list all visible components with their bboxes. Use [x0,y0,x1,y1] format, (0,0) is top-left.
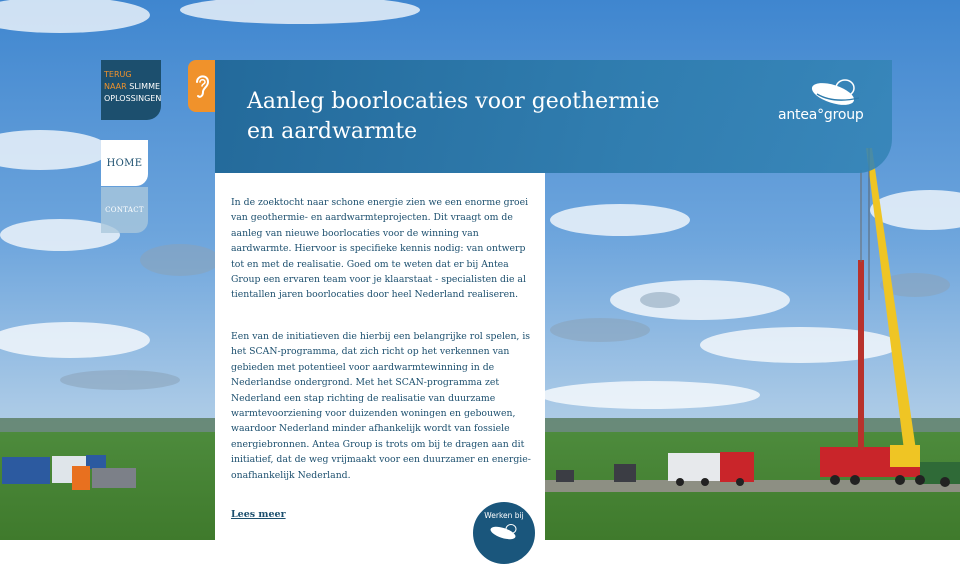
back-label-line2: NAAR SLIMME [104,82,161,91]
page-title: Aanleg boorlocaties voor geothermie en aardwarmte [247,89,660,144]
content-panel [215,173,545,540]
audio-badge[interactable] [188,60,215,112]
ear-icon [193,71,211,101]
antea-logo-small-icon [473,502,535,564]
work-at-label: Werken bij [484,511,524,520]
scan-paragraph: Een van de initiatieven die hierbij een belangrijke rol spelen, is het SCAN-programma, dat zich richt op het verkennen van gebieden met potentieel voor aardwarmtewinning in de Nederlandse ondergrond. Met het SCAN-programma zet Nederland een stap richting de realisatie van duurzame warmtevoorziening voor duizenden woningen en gebouwen, waardoor Nederland minder afhankelijk wordt van fossiele energiebronnen. Antea Group is trots om bij te dragen aan dit initiatief, dat de weg vrijmaakt voor een duurzamer en energie-onafhankelijk Nederland. [231,331,531,481]
title-banner [215,60,892,173]
back-label-line1: TERUG [104,70,132,79]
read-more-link[interactable]: Lees meer [231,509,286,520]
back-to-smart-solutions-link[interactable] [101,60,161,120]
back-label-line3: OPLOSSINGEN [104,94,162,103]
intro-paragraph: In de zoektocht naar schone energie zien we een enorme groei van geothermie- en aardwarmteprojecten. Dit vraagt om de aanleg van nieuwe boorlocaties voor de winning van aardwarmte. Hiervoor is specifieke kennis nodig: van ontwerp tot en met de realisatie. Goed om te weten dat er bij Antea Group een ervaren team voor je klaarstaat - specialisten die al tientallen jaren boorlocaties door heel Nederland realiseren. [231,197,529,301]
logo-text: antea°group [778,107,864,123]
nav-home-tab[interactable]: HOME [101,140,148,186]
work-at-badge[interactable] [471,500,537,566]
nav-contact-tab[interactable]: CONTACT [101,187,148,233]
